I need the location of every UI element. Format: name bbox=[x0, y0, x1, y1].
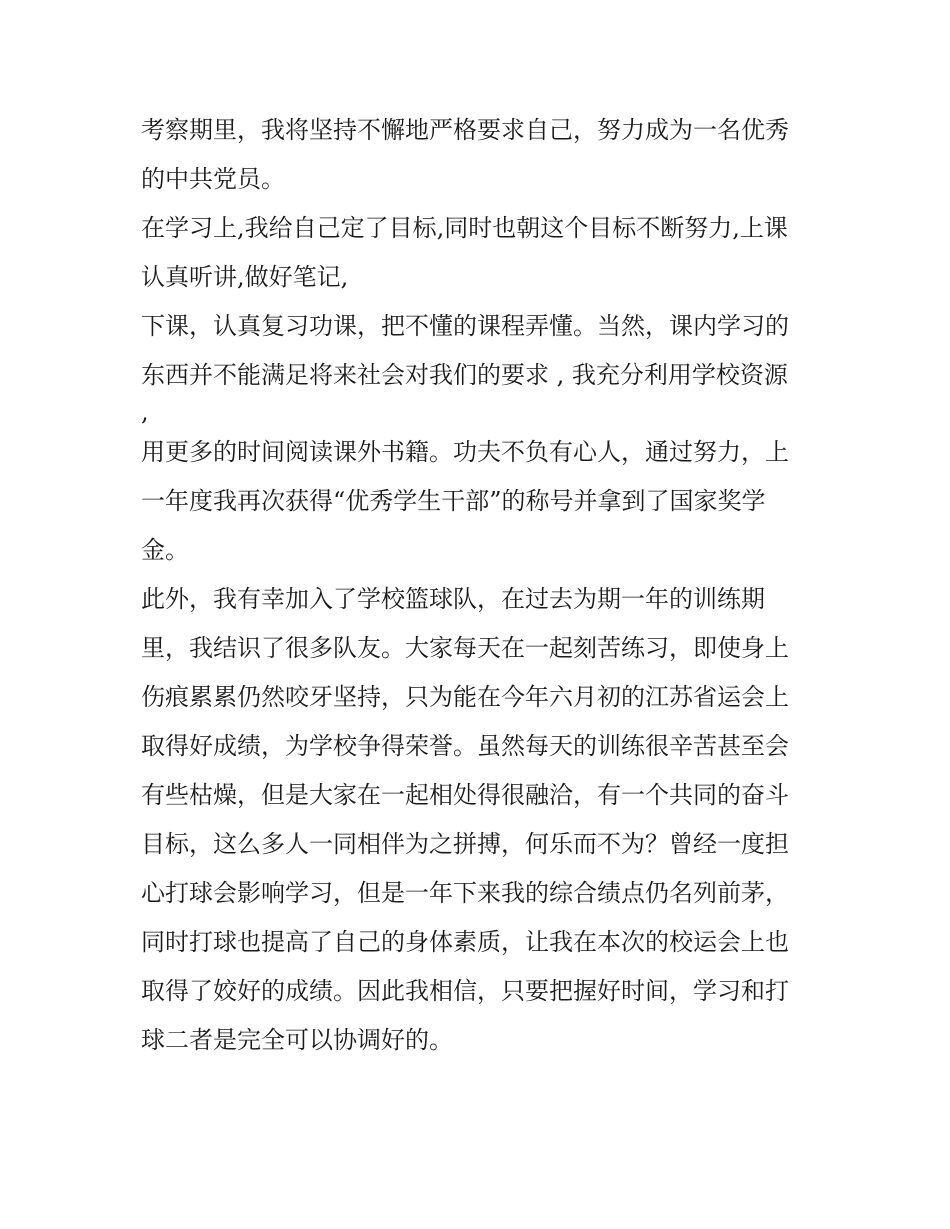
text-line: 金。 bbox=[141, 536, 189, 564]
text-line: 同时打球也提高了自己的身体素质，让我在本次的校运会上也 bbox=[141, 928, 789, 956]
text-line: 球二者是完全可以协调好的。 bbox=[141, 1026, 453, 1054]
text-line: 在学习上,我给自己定了目标,同时也朝这个目标不断努力,上课 bbox=[141, 214, 788, 242]
text-line: 考察期里，我将坚持不懈地严格要求自己，努力成为一名优秀 bbox=[141, 116, 789, 144]
text-line: , bbox=[141, 398, 149, 426]
text-line: 伤痕累累仍然咬牙坚持，只为能在今年六月初的江苏省运会上 bbox=[141, 683, 789, 711]
text-line: 此外，我有幸加入了学校篮球队，在过去为期一年的训练期 bbox=[141, 585, 765, 613]
text-line: 下课，认真复习功课，把不懂的课程弄懂。当然，课内学习的 bbox=[141, 312, 789, 340]
text-line: 东西并不能满足将来社会对我们的要求 , 我充分利用学校资源 bbox=[141, 361, 788, 389]
text-line: 认真听讲,做好笔记, bbox=[141, 263, 349, 291]
text-line: 取得好成绩，为学校争得荣誉。虽然每天的训练很辛苦甚至会 bbox=[141, 732, 789, 760]
text-line: 的中共党员。 bbox=[141, 165, 285, 193]
text-line: 里，我结识了很多队友。大家每天在一起刻苦练习，即使身上 bbox=[141, 634, 789, 662]
body-text bbox=[141, 106, 821, 1065]
text-line: 有些枯燥，但是大家在一起相处得很融洽，有一个共同的奋斗 bbox=[141, 781, 789, 809]
text-line: 心打球会影响学习，但是一年下来我的综合绩点仍名列前茅， bbox=[141, 879, 789, 907]
text-line: 目标，这么多人一同相伴为之拼搏，何乐而不为？曾经一度担 bbox=[141, 830, 789, 858]
text-line: 一年度我再次获得“优秀学生干部”的称号并拿到了国家奖学 bbox=[141, 487, 766, 515]
text-line: 用更多的时间阅读课外书籍。功夫不负有心人，通过努力，上 bbox=[141, 438, 789, 466]
text-line: 取得了姣好的成绩。因此我相信，只要把握好时间，学习和打 bbox=[141, 977, 789, 1005]
